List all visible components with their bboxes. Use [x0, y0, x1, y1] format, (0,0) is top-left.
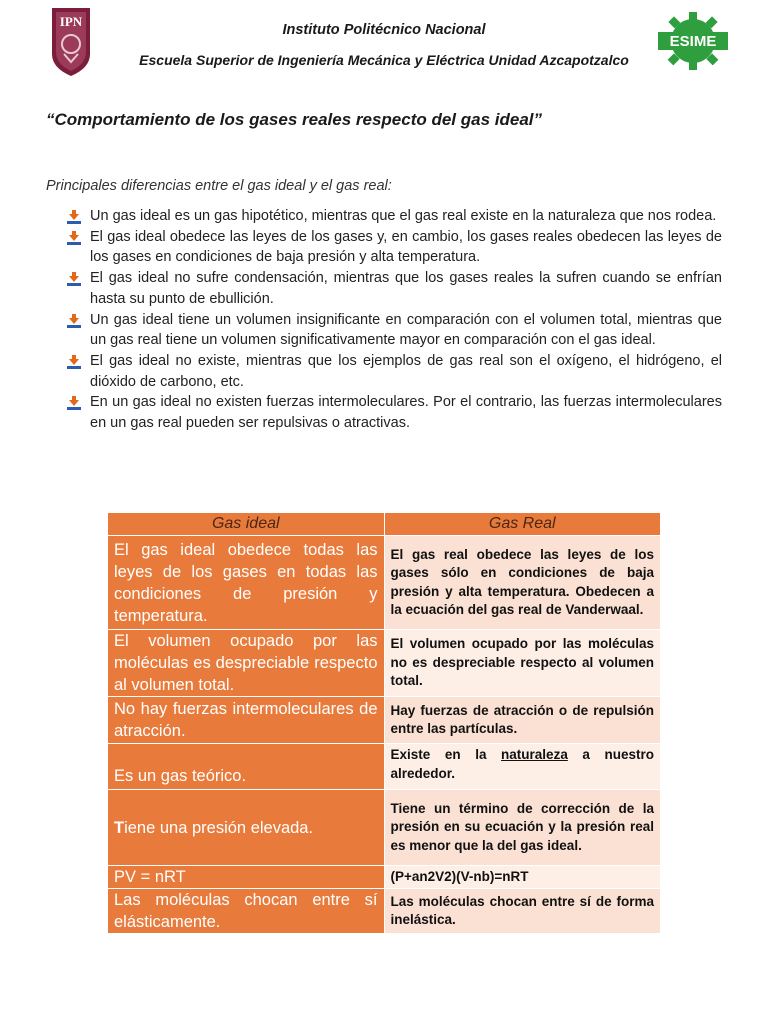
- cell-real: Tiene un término de corrección de la presión en su ecuación y la presión real es menor que la del gas ideal.: [384, 790, 661, 866]
- arrow-bullet-icon: [66, 313, 82, 329]
- ipn-logo-text: IPN: [59, 14, 83, 29]
- differences-list: [66, 206, 722, 434]
- comparison-table: [107, 512, 661, 934]
- table-row: [108, 630, 661, 697]
- table-row: [108, 536, 661, 630]
- table-row: [108, 744, 661, 790]
- esime-logo: [656, 8, 730, 74]
- naturaleza-link: naturaleza: [501, 747, 568, 762]
- list-item: [66, 392, 722, 433]
- cell-real: (P+an2V2)(V-nb)=nRT: [384, 866, 661, 889]
- table-row: [108, 697, 661, 744]
- school-name: Escuela Superior de Ingeniería Mecánica y Eléctrica Unidad Azcapotzalco: [139, 52, 629, 68]
- esime-logo-text: ESIME: [669, 33, 717, 50]
- section-subtitle: Principales diferencias entre el gas ideal y el gas real:: [46, 178, 392, 194]
- list-item: [66, 351, 722, 392]
- list-item-text: El gas ideal obedece las leyes de los gases y, en cambio, los gases reales obedecen las leyes de los gases en condiciones de baja presión y alta temperatura.: [90, 228, 722, 266]
- cell-real: El volumen ocupado por las moléculas no es despreciable respecto al volumen total.: [384, 630, 661, 697]
- arrow-bullet-icon: [66, 354, 82, 370]
- ipn-logo: [46, 4, 96, 78]
- arrow-bullet-icon: [66, 271, 82, 287]
- arrow-bullet-icon: [66, 209, 82, 225]
- cell-ideal: Es un gas teórico.: [108, 744, 385, 790]
- list-item-text: Un gas ideal tiene un volumen insignificante en comparación con el volumen total, mientras que un gas real tiene un volumen significativamente mayor en comparación con el gas ideal.: [90, 311, 722, 349]
- cell-real-pre: Existe en la: [390, 747, 502, 762]
- cell-ideal: No hay fuerzas intermoleculares de atracción.: [108, 697, 385, 744]
- institution-name: Instituto Politécnico Nacional: [282, 22, 486, 38]
- list-item-text: Un gas ideal es un gas hipotético, mientras que el gas real existe en la naturaleza que nos rodea.: [90, 208, 717, 224]
- header-gas-ideal: Gas ideal: [108, 513, 385, 536]
- list-item-text: En un gas ideal no existen fuerzas intermoleculares. Por el contrario, las fuerzas intermoleculares en un gas real pueden ser repulsivas o atractivas.: [90, 394, 722, 432]
- cell-ideal-rest: iene una presión elevada.: [124, 818, 314, 837]
- cell-real: El gas real obedece las leyes de los gases sólo en condiciones de baja presión y alta temperatura. Obedecen a la ecuación del gas real de Vanderwaal.: [384, 536, 661, 630]
- list-item-text: El gas ideal no sufre condensación, mientras que los gases reales la sufren cuando se enfrían hasta su punto de ebullición.: [90, 270, 722, 307]
- table-row: [108, 866, 661, 889]
- cell-ideal: El volumen ocupado por las moléculas es despreciable respecto al volumen total.: [108, 630, 385, 697]
- list-item: [66, 227, 722, 268]
- table-row: [108, 889, 661, 934]
- list-item: [66, 268, 722, 309]
- table-header-row: [108, 513, 661, 536]
- cell-real: [384, 744, 661, 790]
- arrow-bullet-icon: [66, 230, 82, 246]
- cell-ideal: Las moléculas chocan entre sí elásticamente.: [108, 889, 385, 934]
- cell-ideal: El gas ideal obedece todas las leyes de los gases en todas las condiciones de presión y temperatura.: [108, 536, 385, 630]
- cell-ideal-initial: T: [114, 818, 125, 837]
- document-title: “Comportamiento de los gases reales respecto del gas ideal”: [46, 110, 543, 129]
- table-row: [108, 790, 661, 866]
- list-item-text: El gas ideal no existe, mientras que los ejemplos de gas real son el oxígeno, el hidrógeno, el dióxido de carbono, etc.: [90, 352, 722, 390]
- cell-ideal: PV = nRT: [108, 866, 385, 889]
- arrow-bullet-icon: [66, 395, 82, 411]
- header-gas-real: Gas Real: [384, 513, 661, 536]
- cell-real: Hay fuerzas de atracción o de repulsión entre las partículas.: [384, 697, 661, 744]
- list-item: [66, 310, 722, 351]
- cell-real: Las moléculas chocan entre sí de forma inelástica.: [384, 889, 661, 934]
- cell-ideal: [108, 790, 385, 866]
- list-item: [66, 206, 722, 227]
- cell-real-post: a nuestro alrededor.: [390, 747, 655, 781]
